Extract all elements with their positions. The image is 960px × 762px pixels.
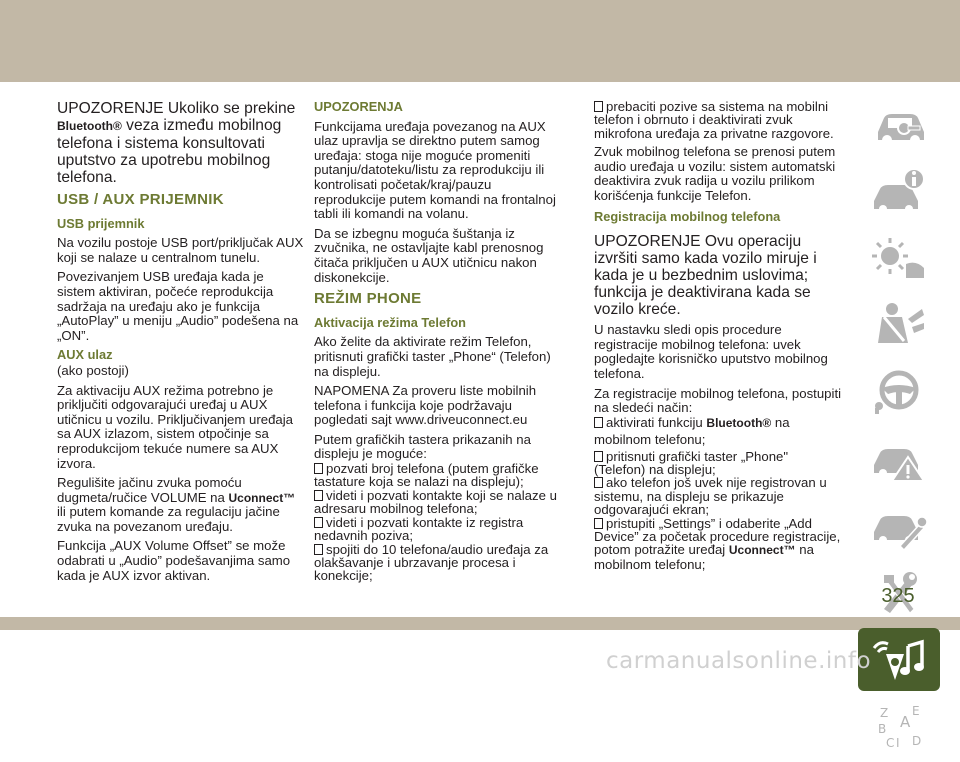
index-letter: Z [880,705,889,720]
tab-index[interactable] [858,695,940,758]
list-phone-functions [314,462,562,583]
subheading-aux: AUX ulaz [57,347,113,363]
paragraph-aux-1: Za aktivaciju AUX režima potrebno je priključiti odgovarajući uređaj u AUX utičnicu u vozilu. Priključivanjem uređaja sa AUX izlazom, sistem otpočinje sa reprodukcijom tekuće numere sa AUX izvora. [57,382,294,471]
checkbox-bullet-icon [314,490,323,501]
watermark: carmanualsonline.info [606,648,872,674]
tab-steering-wheel[interactable] [858,360,940,423]
paragraph-aux-2: Regulišite jačinu zvuka pomoću dugmeta/ručice VOLUME na Uconnect™ ili putem komande za regulaciju jačine zvuka na povezanom uređaju. [57,475,296,534]
checkbox-bullet-icon [314,544,323,555]
checkbox-bullet-icon [594,417,603,428]
list-item: videti i pozvati kontakte iz registra nedavnih poziva; [314,514,524,544]
heading-usb-aux: USB / AUX PRIJEMNIK [57,191,224,208]
list-item: spojiti do 10 telefona/audio uređaja za olakšavanje i ubrzavanje procesa i konekcije; [314,541,549,584]
checkbox-bullet-icon [594,101,603,112]
dashboard-lights-icon [870,234,928,282]
paragraph-note: NAPOMENA Za proveru liste mobilnih telefona i funkcija koje podržavaju pogledati sajt www.driveuconnect.eu [314,383,537,428]
index-letter: A [900,712,911,731]
list-item: pristupiti „Settings” i odaberite „Add Device” za početak procedure registracije, potom potražite uređaj Uconnect™ na mobilnom telefonu; [594,515,841,572]
car-key-icon [870,100,928,148]
list-item: videti i pozvati kontakte koji se nalaze u adresaru mobilnog telefona; [314,487,557,517]
paragraph-audio: Zvuk mobilnog telefona se prenosi putem audio uređaja u vozilu: sistem automatski deaktivira zvuk radija u vozilu prilikom korišćenja funkcije Telefon. [594,144,836,203]
checkbox-bullet-icon [314,463,323,474]
tab-dashboard-lights[interactable] [858,226,940,289]
bluetooth-warning: UPOZORENJE Ukoliko se prekine Bluetooth® veza između mobilnog telefona i sistema konsultovati uputstvo za upotrebu mobilnog telefona. [57,100,296,186]
paragraph-aux-optional: (ako postoji) [57,362,129,378]
paragraph-buttons: Putem grafičkih tastera prikazanih na displeju je moguće: [314,431,531,462]
car-wrench-icon [870,502,928,550]
paragraph-description: U nastavku sledi opis procedure registracije mobilnog telefona: uvek pogledajte korisničko uputstvo mobilnog telefona. [594,322,828,381]
list-item: aktivirati funkciju Bluetooth® na [594,416,842,430]
multimedia-icon [870,636,928,684]
index-letter: I [896,735,900,750]
index-letter: C [886,735,895,750]
list-item: prebaciti pozive sa sistema na mobilni telefon i obrnuto i deaktivirati zvuk mikrofona uređaja za privatne razgovore. [594,99,834,141]
checkbox-bullet-icon [594,518,603,529]
car-info-icon [870,167,928,215]
column-3 [594,100,842,571]
index-icon [870,703,928,751]
paragraph-warnings-1: Funkcijama uređaja povezanog na AUX ulaz upravlja se direktno putem samog uređaja: stoga nije moguće promeniti putanju/datoteku/listu za reprodukciju ili kontrolisati početak/kraj/pauzu reprodukcije putem komandi na frontalnoj tabli ili komandi na volanu. [314,118,556,222]
column-1 [57,100,305,588]
paragraph-activation: Ako želite da aktivirate režim Telefon, pritisnuti grafički taster „Phone“ (Telefon) na displeju. [314,334,551,379]
checkbox-bullet-icon [594,477,603,488]
list-item-continued: mobilnom telefonu; [594,432,706,448]
bluetooth-brand: Bluetooth® [57,119,122,133]
list-item: pozvati broj telefona (putem grafičke tastature koja se nalazi na displeju); [314,461,539,490]
paragraph-usb-2: Povezivanjem USB uređaja kada je sistem aktiviran, počeće reprodukcija sadržaja na uređaju ako je funkcija „AutoPlay” u meniju „Audio” podešena na „ON”. [57,269,299,343]
subheading-warnings: UPOZORENJA [314,99,403,114]
page-number: 325 [881,585,915,607]
tab-seatbelt-safety[interactable] [858,293,940,356]
tab-car-key[interactable] [858,92,940,155]
list-item: pritisnuti grafički taster „Phone" (Telefon) na displeju; [594,448,789,477]
checkbox-bullet-icon [314,517,323,528]
steering-wheel-icon [870,368,928,416]
paragraph-aux-3: Funkcija „AUX Volume Offset” se može odabrati u „Audio” podešavanjima samo kada je AUX izvor aktivan. [57,538,291,583]
paragraph-steps: Za registracije mobilnog telefona, postupiti na sledeći način: [594,385,842,416]
tab-car-info[interactable] [858,159,940,222]
top-band [0,0,960,82]
index-letter: B [878,721,887,736]
registration-warning: UPOZORENJE Ovu operaciju izvršiti samo kada vozilo miruje i kada je u bezbednim uslovima; funkcija je deaktivirana kada se vozilo kreće. [594,233,817,319]
subheading-activation: Aktivacija režima Telefon [314,314,466,330]
index-letter: E [912,703,920,718]
subheading-registration: Registracija mobilnog telefona [594,208,781,224]
warning-triangle-car-icon [870,435,928,483]
heading-phone-mode: REŽIM PHONE [314,290,422,308]
bottom-band [0,617,960,630]
index-letter: D [912,733,922,748]
list-item: ako telefon još uvek nije registrovan u sistemu, na displeju se prikazuje odgovarajući ekran; [594,475,827,518]
paragraph-usb-1: Na vozilu postoje USB port/priključak AUX koji se nalaze u centralnom tunelu. [57,235,304,265]
paragraph-warnings-2: Da se izbegnu moguća šuštanja iz zvučnika, ne ostavljajte kabl prenosnog čitača priključen u AUX utičnicu nakon diskonekcije. [314,225,544,285]
seatbelt-safety-icon [870,301,928,349]
subheading-usb: USB prijemnik [57,215,145,231]
tab-warning-triangle[interactable] [858,427,940,490]
list-registration-steps [594,416,842,571]
tab-car-wrench[interactable] [858,494,940,557]
checkbox-bullet-icon [594,451,603,462]
column-2 [314,100,562,583]
